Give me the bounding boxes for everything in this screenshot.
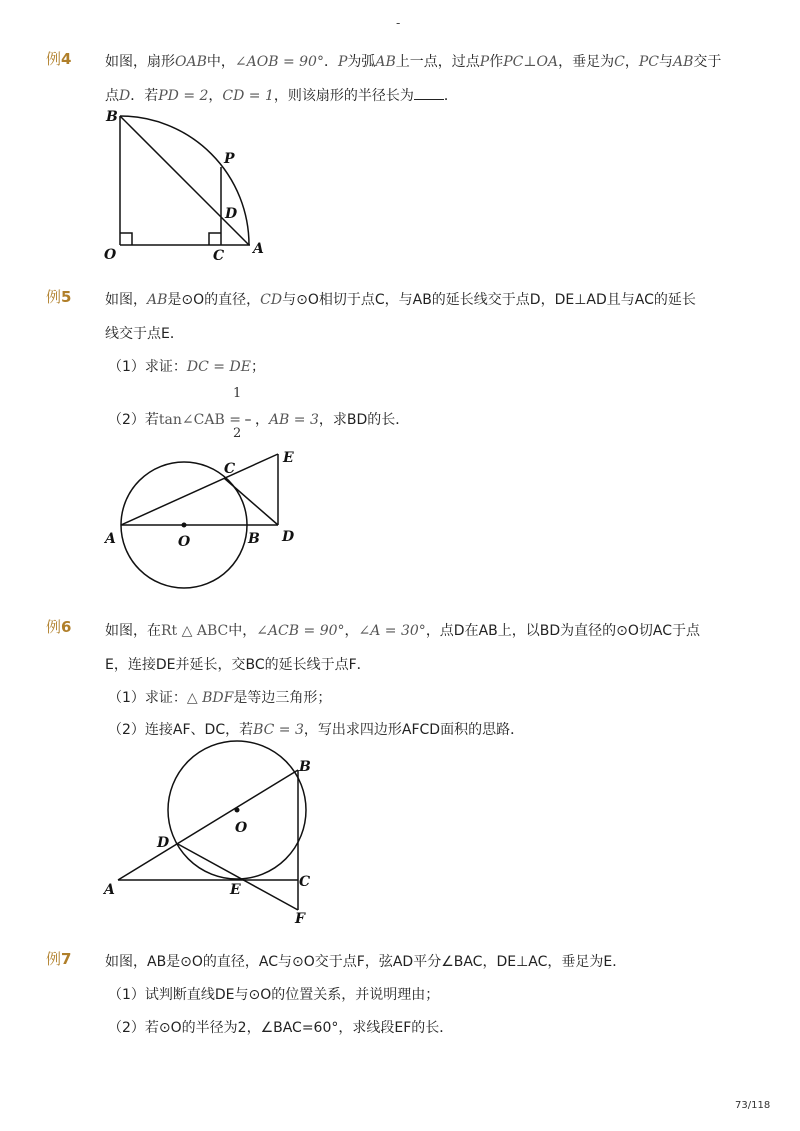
text: 点 — [105, 88, 119, 104]
label-d: D — [157, 835, 170, 851]
text: ， — [208, 88, 223, 104]
right-angle-o — [120, 233, 132, 245]
right-angle-c — [209, 233, 221, 245]
math: AB = 3 — [268, 412, 319, 428]
text: 上一点，过点 — [395, 54, 480, 70]
example-4-line-2 — [105, 85, 458, 105]
segment-ab — [118, 770, 298, 880]
text: ． — [443, 88, 458, 104]
text: ，则该扇形的半径长为 — [273, 88, 414, 104]
example-6-line-2: E，连接DE并延长，交BC的延长线于点F． — [105, 657, 371, 673]
example-4-label — [46, 48, 71, 69]
label-d: D — [225, 206, 238, 222]
example-5-question-1 — [108, 356, 265, 376]
fraction-bar: – — [244, 412, 252, 428]
math: PC — [638, 54, 659, 70]
text: 是⊙O的直径， — [167, 292, 261, 308]
label-a: A — [104, 882, 115, 898]
segment-cd — [224, 478, 278, 525]
example-7-question-1: （1）试判断直线DE与⊙O的位置关系，并说明理由； — [108, 987, 440, 1003]
label-b: B — [299, 759, 311, 775]
example-7-question-2: （2）若⊙O的半径为2，∠BAC=60°，求线段EF的长． — [108, 1020, 454, 1036]
example-7-prefix: 例 — [46, 950, 62, 968]
example-7-line-1: 如图，AB是⊙O的直径，AC与⊙O交于点F，弦AD平分∠BAC，DE⊥AC，垂足为E． — [105, 954, 627, 970]
example-5-prefix: 例 — [46, 288, 62, 306]
example-4-line-1 — [105, 51, 721, 71]
text: ，垂足为 — [558, 54, 615, 70]
center-o-dot — [235, 808, 240, 813]
label-b: B — [106, 109, 118, 125]
text: 是等边三角形； — [233, 690, 332, 706]
example-6-question-2 — [108, 719, 524, 739]
label-e: E — [283, 450, 294, 466]
math: AB — [672, 54, 694, 70]
math: ∠ACB = 90° — [256, 623, 345, 639]
example-5-line-2: 线交于点E． — [105, 326, 184, 342]
text: 与⊙O相切于点C，与AB的延长线交于点D，DE⊥AD且与AC的延长 — [282, 292, 696, 308]
math: OAB — [175, 54, 207, 70]
text: ， — [624, 54, 639, 70]
text: ，写出求四边形AFCD面积的思路． — [303, 722, 525, 738]
example-5-number: 5 — [61, 288, 72, 306]
math: PC⊥OA — [503, 54, 559, 70]
math: D — [119, 88, 131, 104]
math: BC = 3 — [253, 722, 304, 738]
segment-ab — [120, 116, 249, 245]
text: 交于 — [693, 54, 722, 70]
label-c: C — [299, 874, 311, 890]
label-o: O — [104, 247, 117, 263]
label-d: D — [282, 529, 295, 545]
example-5-label — [46, 286, 71, 307]
math: AB — [147, 292, 168, 308]
example-7-label — [46, 948, 71, 969]
text: （1）求证： — [108, 690, 187, 706]
fraction-numerator: 1 — [233, 386, 242, 401]
fraction-denominator: 2 — [233, 426, 242, 441]
text: ，求BD的长． — [318, 412, 410, 428]
text: 中， — [228, 623, 257, 639]
math: C — [614, 54, 625, 70]
label-b: B — [248, 531, 260, 547]
math: tan∠CAB = — [158, 412, 241, 428]
text: 如图，在 — [105, 623, 161, 639]
example-4-number: 4 — [61, 50, 72, 68]
label-a: A — [253, 241, 264, 257]
text: ， — [254, 412, 269, 428]
text: 为弧 — [347, 54, 376, 70]
example-6-figure — [100, 740, 340, 930]
example-6-label — [46, 616, 71, 637]
text: ．若 — [130, 88, 159, 104]
label-o: O — [178, 534, 191, 550]
center-o-dot — [182, 523, 187, 528]
example-6-line-1 — [105, 620, 700, 640]
text: 作 — [489, 54, 504, 70]
text: （2）若 — [108, 412, 159, 428]
label-c: C — [224, 461, 236, 477]
text: 如图，扇形 — [105, 54, 175, 70]
example-6-question-1 — [108, 687, 331, 707]
example-6-prefix: 例 — [46, 618, 62, 636]
math: CD — [260, 292, 283, 308]
example-5-figure — [100, 445, 310, 595]
math: ∠A = 30° — [358, 623, 426, 639]
example-4-prefix: 例 — [46, 50, 62, 68]
example-5-line-1 — [105, 289, 696, 309]
example-6-number: 6 — [61, 618, 72, 636]
page-number: 73/118 — [735, 1100, 771, 1111]
text: ， — [344, 623, 359, 639]
math: PD = 2 — [158, 88, 209, 104]
text: （2）连接AF、DC，若 — [108, 722, 254, 738]
header-mark: - — [396, 16, 401, 30]
label-a: A — [105, 531, 116, 547]
math: △ BDF — [186, 690, 234, 706]
label-o: O — [235, 820, 248, 836]
text: ． — [323, 54, 338, 70]
label-c: C — [213, 248, 225, 264]
text: （1）求证： — [108, 359, 187, 375]
math: P — [479, 54, 490, 70]
math: AB — [375, 54, 396, 70]
example-7-number: 7 — [61, 950, 72, 968]
math: ∠AOB = 90° — [234, 54, 324, 70]
label-p: P — [224, 151, 235, 167]
answer-blank — [414, 87, 444, 100]
math: DC = DE — [186, 359, 251, 375]
example-5-question-2 — [108, 409, 409, 429]
text: ，点D在AB上，以BD为直径的⊙O切AC于点 — [425, 623, 701, 639]
example-4-figure — [100, 105, 280, 265]
line-df — [176, 843, 298, 910]
text: 中， — [206, 54, 235, 70]
text: 如图， — [105, 292, 147, 308]
math: CD = 1 — [222, 88, 274, 104]
math: P — [337, 54, 348, 70]
math: Rt △ ABC — [161, 623, 229, 639]
label-e: E — [230, 882, 241, 898]
text: ； — [250, 359, 265, 375]
label-f: F — [295, 911, 305, 927]
text: 与 — [658, 54, 673, 70]
